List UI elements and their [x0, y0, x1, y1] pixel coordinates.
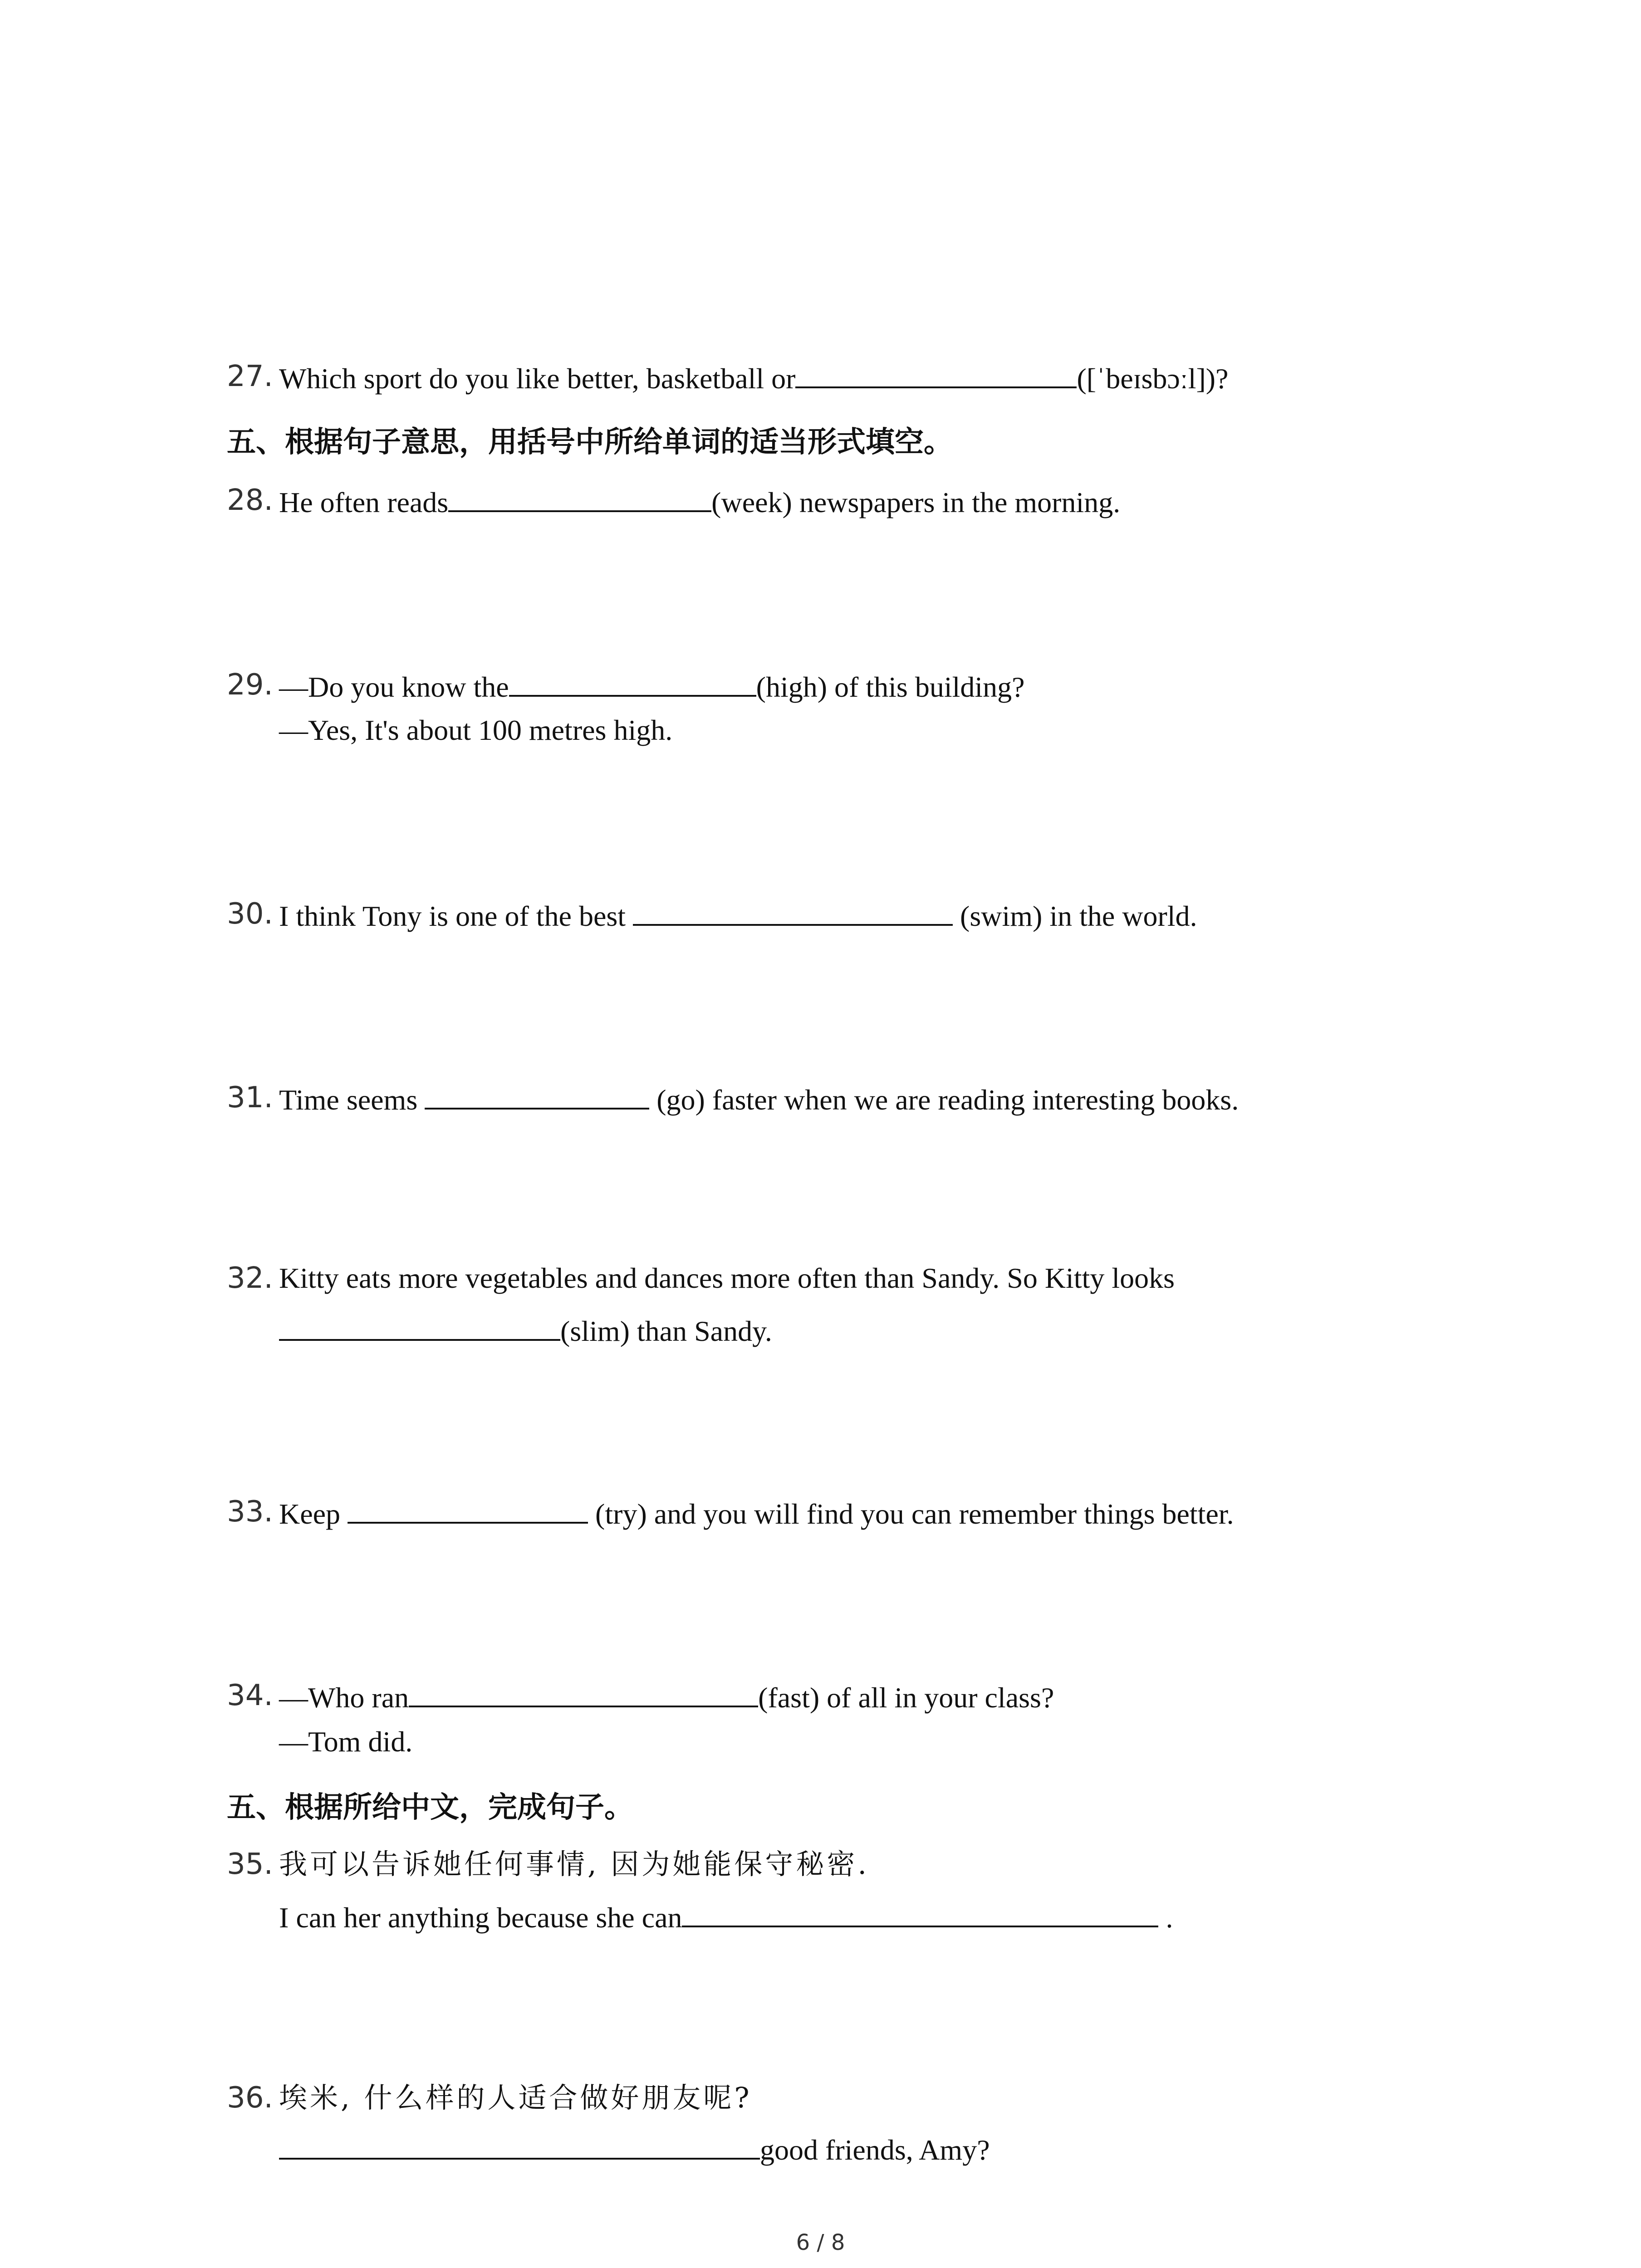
question-number: 32. [227, 1261, 273, 1295]
question-text: —Do you know the [279, 671, 509, 703]
answer-blank[interactable] [633, 896, 953, 926]
answer-blank[interactable] [682, 1897, 1158, 1927]
answer-blank[interactable] [795, 358, 1077, 388]
question-text: ([ˈbeɪsbɔːl])? [1077, 362, 1229, 395]
answer-blank[interactable] [279, 1311, 560, 1341]
section-heading: 五、根据所给中文，完成句子。 [227, 1790, 633, 1824]
question-36 [279, 2130, 990, 2168]
question-text: I think Tony is one of the best [279, 900, 633, 932]
section-heading: 五、根据句子意思，用括号中所给单词的适当形式填空。 [227, 425, 953, 459]
answer-blank[interactable] [279, 2130, 760, 2160]
question-27 [279, 358, 1229, 397]
question-32-cont [279, 1311, 772, 1349]
question-text: He often reads [279, 486, 449, 518]
question-text: —Who ran [279, 1681, 409, 1714]
question-number: 30. [227, 897, 273, 931]
question-text: I can her anything because she can [279, 1901, 682, 1934]
question-text: (swim) in the world. [953, 900, 1197, 932]
question-text: . [1158, 1901, 1173, 1934]
question-text: (high) of this building? [756, 671, 1025, 703]
answer-blank[interactable] [509, 667, 756, 697]
question-text: Time seems [279, 1084, 425, 1116]
page-number: 6 / 8 [796, 2230, 845, 2255]
question-34 [279, 1677, 1054, 1716]
question-number: 34. [227, 1679, 273, 1712]
question-31 [279, 1080, 1239, 1118]
answer-blank[interactable] [409, 1677, 758, 1707]
question-35-chinese: 我可以告诉她任何事情, 因为她能保守秘密. [279, 1848, 870, 1881]
question-29 [279, 667, 1025, 705]
question-33 [279, 1494, 1234, 1532]
question-number: 35. [227, 1848, 273, 1881]
question-28 [279, 482, 1120, 521]
answer-blank[interactable] [448, 482, 711, 512]
question-text: Keep [279, 1498, 348, 1530]
question-number: 33. [227, 1495, 273, 1529]
question-text: (go) faster when we are reading interesting books. [649, 1084, 1239, 1116]
question-text: (fast) of all in your class? [758, 1681, 1054, 1714]
question-number: 31. [227, 1081, 273, 1114]
question-36-chinese: 埃米, 什么样的人适合做好朋友呢? [279, 2081, 752, 2114]
question-text: (try) and you will find you can remember things better. [588, 1498, 1234, 1530]
question-32: Kitty eats more vegetables and dances more often than Sandy. So Kitty looks [279, 1262, 1175, 1294]
answer-blank[interactable] [425, 1080, 649, 1110]
question-text: (week) newspapers in the morning. [711, 486, 1121, 518]
question-30 [279, 896, 1197, 934]
question-text: (slim) than Sandy. [560, 1315, 772, 1347]
question-number: 28. [227, 484, 273, 517]
question-number: 27. [227, 360, 273, 393]
question-text: good friends, Amy? [760, 2134, 990, 2166]
question-29-reply: —Yes, It's about 100 metres high. [279, 714, 673, 746]
question-number: 29. [227, 668, 273, 702]
answer-blank[interactable] [348, 1494, 588, 1524]
question-number: 36. [227, 2081, 273, 2115]
question-35 [279, 1897, 1173, 1936]
question-text: Which sport do you like better, basketball or [279, 362, 796, 395]
question-34-reply: —Tom did. [279, 1725, 413, 1758]
